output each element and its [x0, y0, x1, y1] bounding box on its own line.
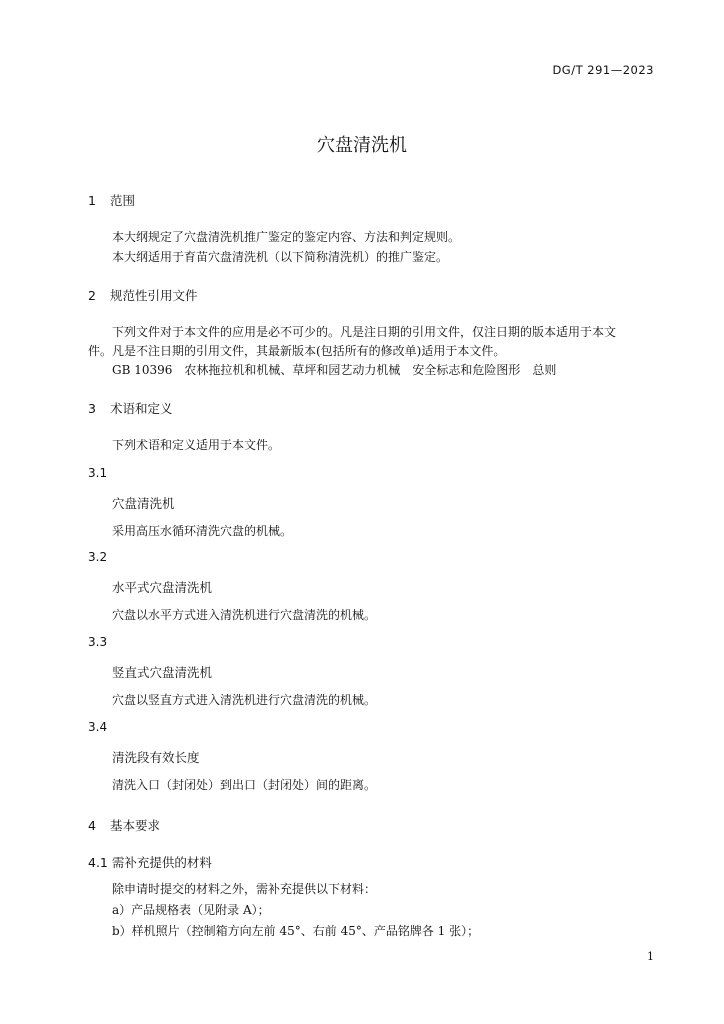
section-1-heading — [88, 191, 135, 209]
subsection-title: 需补充提供的材料 — [111, 855, 212, 870]
section-number: 1 — [88, 193, 96, 208]
term-definition: 采用高压水循环清洗穴盘的机械。 — [112, 524, 293, 538]
term-name: 竖直式穴盘清洗机 — [112, 665, 213, 680]
section-number: 2 — [88, 288, 96, 303]
term-definition: 清洗入口（封闭处）到出口（封闭处）间的距离。 — [112, 778, 377, 792]
section-3-heading — [88, 399, 173, 417]
page-number: 1 — [647, 950, 654, 963]
section-title: 术语和定义 — [109, 401, 173, 416]
term-definition: 穴盘以竖直方式进入清洗机进行穴盘清洗的机械。 — [112, 693, 377, 707]
term-name: 清洗段有效长度 — [112, 750, 200, 765]
paragraph: 本大纲适用于育苗穴盘清洗机（以下简称清洗机）的推广鉴定。 — [112, 250, 449, 264]
paragraph: 除申请时提交的材料之外，需补充提供以下材料： — [112, 882, 377, 896]
paragraph-continuation: 件。凡是不注日期的引用文件，其最新版本(包括所有的修改单)适用于本文件。 — [88, 344, 506, 358]
section-title: 基本要求 — [109, 818, 160, 833]
section-2-heading — [88, 286, 198, 304]
paragraph: 下列术语和定义适用于本文件。 — [112, 438, 281, 452]
section-title: 范围 — [109, 193, 135, 208]
term-number: 3.3 — [88, 635, 108, 649]
list-item: b）样机照片（控制箱方向左前 45°、右前 45°、产品铭牌各 1 张）； — [112, 924, 480, 938]
section-title: 规范性引用文件 — [109, 288, 198, 303]
term-name: 穴盘清洗机 — [112, 496, 175, 511]
section-number: 4 — [88, 818, 96, 833]
paragraph: 本大纲规定了穴盘清洗机推广鉴定的鉴定内容、方法和判定规则。 — [112, 230, 461, 244]
term-definition: 穴盘以水平方式进入清洗机进行穴盘清洗的机械。 — [112, 608, 377, 622]
subsection-4-1-heading — [88, 853, 212, 871]
normative-reference: GB 10396 农林拖拉机和机械、草坪和园艺动力机械 安全标志和危险图形 总则 — [112, 363, 557, 377]
document-title: 穴盘清洗机 — [317, 135, 407, 156]
subsection-number: 4.1 — [88, 855, 108, 870]
section-number: 3 — [88, 401, 96, 416]
term-number: 3.2 — [88, 550, 108, 564]
section-4-heading — [88, 816, 160, 834]
doc-code-header: DG/T 291—2023 — [552, 63, 654, 77]
paragraph: 下列文件对于本文件的应用是必不可少的。凡是注日期的引用文件，仅注日期的版本适用于本文 — [112, 325, 617, 339]
term-name: 水平式穴盘清洗机 — [112, 580, 213, 595]
term-number: 3.4 — [88, 720, 108, 734]
term-number: 3.1 — [88, 466, 108, 480]
list-item: a）产品规格表（见附录 A）； — [112, 903, 270, 917]
